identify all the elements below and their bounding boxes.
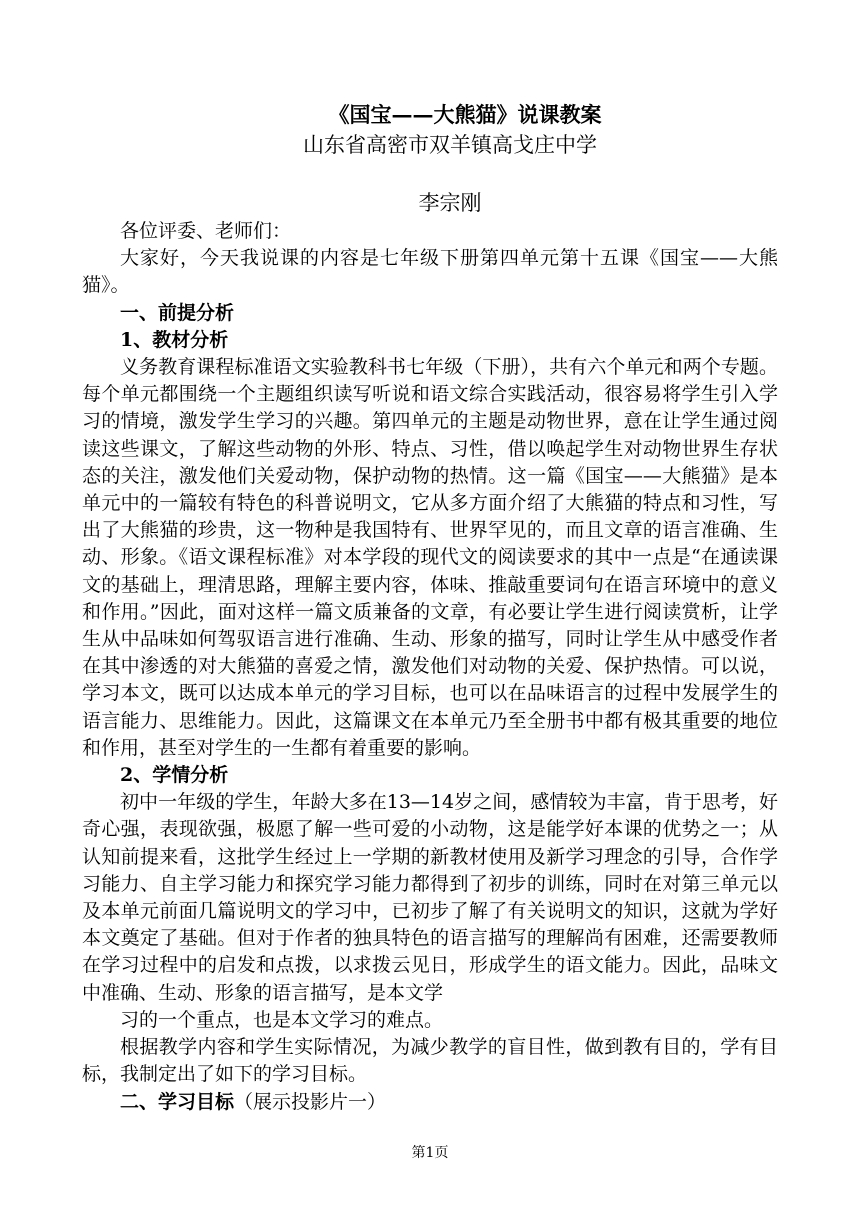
intro-paragraph: 大家好，今天我说课的内容是七年级下册第四单元第十五课《国宝——大熊猫》。 xyxy=(82,247,778,297)
section-heading-2-note: （展示投影片一） xyxy=(234,1090,387,1113)
subsection-heading-1: 1、教材分析 xyxy=(120,328,229,351)
student-analysis-paragraph: 初中一年级的学生，年龄大多在13—14岁之间，感情较为丰富，肯于思考，好奇心强，表现欲强，极愿了解一些可爱的小动物，这是能学好本课的优势之一；从认知前提来看，这批学生经过上一学期的新教材使用及新学习理念的引导，合作学习能力、自主学习能力和探究学习能力都得到了初步的训练，同时在对第三单元以及本单元前面几篇说明文的学习中，已初步了解了有关说明文的知识，这就为学好本文奠定了基础。但对于作者的独具特色的语言描写的理解尚有困难，还需要教师在学习过程中的启发和点拨，以求拨云见日，形成学生的语文能力。因此，品味文中准确、生动、形象的语言描写，是本文学 xyxy=(82,791,778,1004)
page-number: 第1页 xyxy=(411,1145,449,1161)
section-heading-2 xyxy=(82,1089,778,1116)
section-heading-2-text: 二、学习目标 xyxy=(120,1090,235,1113)
document-body xyxy=(82,100,778,1116)
student-analysis-continuation: 习的一个重点，也是本文学习的难点。 xyxy=(120,1008,444,1031)
section-heading-1: 一、前提分析 xyxy=(120,301,235,324)
document-title: 《国宝——大熊猫》说课教案 xyxy=(328,102,602,127)
textbook-analysis-paragraph: 义务教育课程标准语文实验教科书七年级（下册），共有六个单元和两个专题。每个单元都围绕一个主题组织读写听说和语文综合实践活动，很容易将学生引入学习的情境，激发学生学习的兴趣。第四单元的主题是动物世界，意在让学生通过阅读这些课文，了解这些动物的外形、特点、习性，借以唤起学生对动物世界生存状态的关注，激发他们关爱动物，保护动物的热情。这一篇《国宝——大熊猫》是本单元中的一篇较有特色的科普说明文，它从多方面介绍了大熊猫的特点和习性，写出了大熊猫的珍贵，这一物种是我国特有、世界罕见的，而且文章的语言准确、生动、形象。《语文课程标准》对本学段的现代文的阅读要求的其中一点是“在通读课文的基础上，理清思路，理解主要内容，体味、推敲重要词句在语言环境中的意义和作用。”因此，面对这样一篇文质兼备的文章，有必要让学生进行阅读赏析，让学生从中品味如何驾驭语言进行准确、生动、形象的描写，同时让学生从中感受作者在其中渗透的对大熊猫的喜爱之情，激发他们对动物的关爱、保护热情。可以说，学习本文，既可以达成本单元的学习目标，也可以在品味语言的过程中发展学生的语言能力、思维能力。因此，这篇课文在本单元乃至全册书中都有极其重要的地位和作用，甚至对学生的一生都有着重要的影响。 xyxy=(82,356,778,759)
objectives-intro-paragraph: 根据教学内容和学生实际情况，为减少教学的盲目性，做到教有目的，学有目标，我制定出了如下的学习目标。 xyxy=(82,1036,778,1086)
school-name: 山东省高密市双羊镇高戈庄中学 xyxy=(303,133,597,157)
greeting: 各位评委、老师们： xyxy=(120,220,292,242)
author-name: 李宗刚 xyxy=(418,191,482,215)
subsection-heading-2: 2、学情分析 xyxy=(120,764,229,787)
